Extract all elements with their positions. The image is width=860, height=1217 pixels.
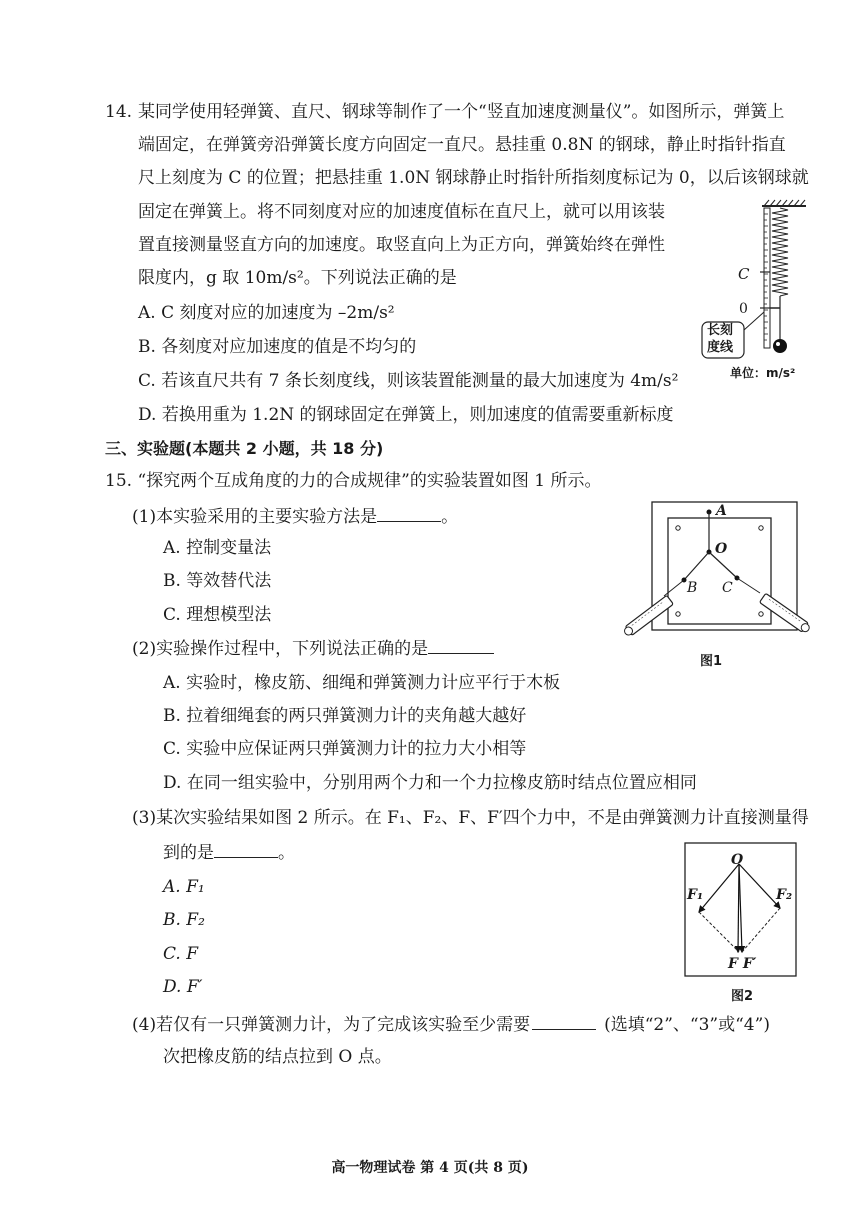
q15-sub1-blank — [377, 505, 441, 522]
q15-sub1-stem-text: (1)本实验采用的主要实验方法是 — [132, 507, 378, 527]
q15-sub3-option-c: C. F — [163, 944, 199, 964]
fig1-caption: 图1 — [700, 654, 723, 669]
spring-accelerometer-figure — [690, 196, 815, 386]
q15-intro: 15. “探究两个互成角度的力的合成规律”的实验装置如图 1 所示。 — [105, 471, 602, 491]
q14-line-6: 限度内，g 取 10m/s²。下列说法正确的是 — [138, 268, 457, 288]
fig2-label-o: O — [731, 852, 744, 868]
q15-sub3-blank — [214, 841, 278, 858]
q15-sub3-option-b: B. F₂ — [163, 910, 205, 930]
q14-line-3: 尺上刻度为 C 的位置；把悬挂重 1.0N 钢球静止时指针所指刻度标记为 0，以后该钢球就 — [138, 168, 809, 188]
fig1-label-o: O — [715, 541, 728, 557]
q15-sub3-stem-1: (3)某次实验结果如图 2 所示。在 F₁、F₂、F、F′四个力中，不是由弹簧测力计直接测量得 — [132, 808, 809, 828]
force-table-figure-1 — [620, 500, 810, 645]
q15-sub1-option-b: B. 等效替代法 — [163, 571, 272, 591]
q14-option-c: C. 若该直尺共有 7 条长刻度线，则该装置能测量的最大加速度为 4m/s² — [138, 371, 679, 391]
q15-sub4-suffix: (选填“2”、“3”或“4”) — [604, 1015, 770, 1035]
q15-sub1-stem — [132, 505, 458, 528]
q15-sub3-option-d: D. F′ — [163, 977, 203, 997]
q14-line-4: 固定在弹簧上。将不同刻度对应的加速度值标在直尺上，就可以用该装 — [138, 202, 665, 222]
q14-option-b: B. 各刻度对应加速度的值是不均匀的 — [138, 337, 417, 357]
q15-sub2-blank — [428, 637, 494, 654]
q15-sub3-stem-2-suffix: 。 — [278, 843, 295, 863]
q15-sub2-option-c: C. 实验中应保证两只弹簧测力计的拉力大小相等 — [163, 739, 527, 759]
q15-sub2-stem — [132, 637, 494, 660]
q14-fig-callout-2: 度线 — [707, 340, 734, 355]
q14-line-5: 置直接测量竖直方向的加速度。取竖直向上为正方向，弹簧始终在弹性 — [138, 235, 665, 255]
q14-option-d: D. 若换用重为 1.2N 的钢球固定在弹簧上，则加速度的值需要重新标度 — [138, 405, 674, 425]
q15-sub2-option-b: B. 拉着细绳套的两只弹簧测力计的夹角越大越好 — [163, 706, 527, 726]
q14-line-1: 某同学使用轻弹簧、直尺、钢球等制作了一个“竖直加速度测量仪”。如图所示，弹簧上 — [138, 102, 785, 122]
q15-sub3-stem-2-prefix: 到的是 — [163, 843, 214, 863]
section-3-title: 三、实验题(本题共 2 小题，共 18 分) — [105, 439, 384, 458]
q15-sub2-option-a: A. 实验时，橡皮筋、细绳和弹簧测力计应平行于木板 — [163, 673, 561, 693]
fig2-label-f: F F′ — [728, 956, 757, 972]
q15-sub2-option-d: D. 在同一组实验中，分别用两个力和一个力拉橡皮筋时结点位置应相同 — [163, 773, 697, 793]
fig2-caption: 图2 — [731, 989, 754, 1004]
q15-sub4-prefix: (4)若仅有一只弹簧测力计，为了完成该实验至少需要 — [132, 1015, 531, 1035]
fig2-label-f2: F₂ — [776, 887, 793, 903]
q15-sub1-option-a: A. 控制变量法 — [163, 538, 272, 558]
q14-line-2: 端固定，在弹簧旁沿弹簧长度方向固定一直尺。悬挂重 0.8N 的钢球，静止时指针指直 — [138, 135, 786, 155]
q15-sub2-stem-text: (2)实验操作过程中，下列说法正确的是 — [132, 639, 429, 659]
q14-option-a: A. C 刻度对应的加速度为 –2m/s² — [138, 303, 395, 323]
q15-sub4-blank — [532, 1013, 596, 1030]
q15-sub1-option-c: C. 理想模型法 — [163, 605, 272, 625]
q15-sub3-option-a: A. F₁ — [163, 877, 205, 897]
q14-fig-callout-1: 长刻 — [707, 323, 734, 338]
fig2-label-f1: F₁ — [687, 887, 704, 903]
q15-sub4-line-2: 次把橡皮筋的结点拉到 O 点。 — [163, 1047, 392, 1067]
q14-fig-label-c: C — [738, 265, 750, 283]
page-footer: 高一物理试卷 第 4 页(共 8 页) — [331, 1160, 529, 1176]
q14-number: 14. — [105, 102, 133, 122]
fig1-label-b: B — [687, 580, 698, 596]
q15-sub4-line-1 — [132, 1013, 770, 1036]
q15-sub1-tail: 。 — [441, 507, 459, 527]
q15-sub3-stem-2 — [163, 841, 295, 864]
fig1-label-a: A — [716, 503, 727, 519]
q14-fig-label-0: 0 — [739, 301, 748, 317]
fig1-label-c: C — [722, 580, 733, 596]
q14-fig-unit-caption: 单位：m/s² — [730, 366, 796, 380]
